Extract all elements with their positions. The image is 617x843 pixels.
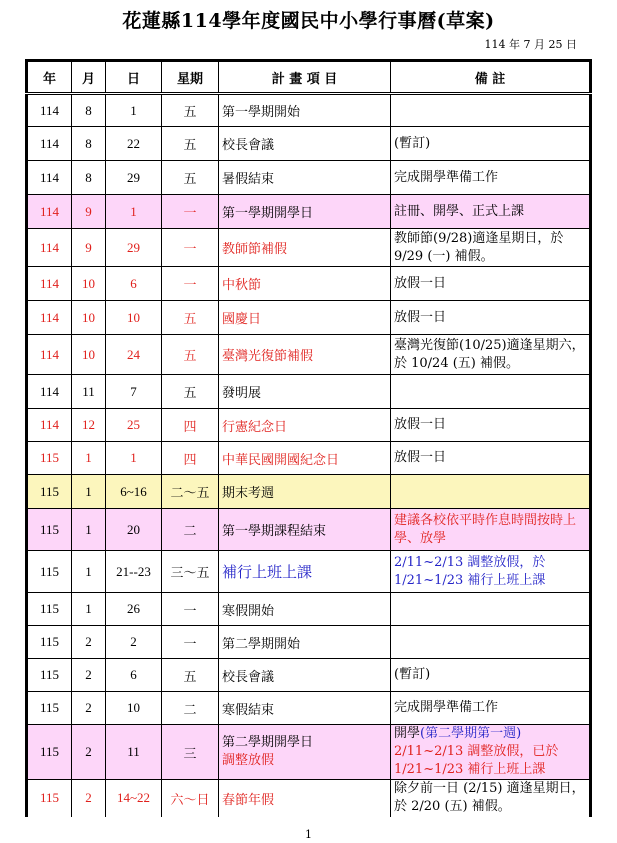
cell-event: 國慶日: [219, 301, 391, 335]
cell-month: 1: [72, 475, 106, 509]
cell-event: 校長會議: [219, 659, 391, 692]
cell-day: 24: [106, 335, 162, 375]
cell-month: 9: [72, 229, 106, 267]
cell-day: 20: [106, 509, 162, 551]
cell-year: 115: [27, 509, 72, 551]
table-row: [27, 509, 591, 551]
cell-day: 11: [106, 725, 162, 780]
header-event: 計 畫 項 目: [219, 61, 391, 94]
cell-month: 2: [72, 692, 106, 725]
cell-weekday: 五: [162, 127, 219, 161]
cell-weekday: 一: [162, 267, 219, 301]
cell-month: 2: [72, 659, 106, 692]
cell-day: 1: [106, 195, 162, 229]
cell-month: 2: [72, 780, 106, 817]
cell-weekday: 二: [162, 509, 219, 551]
calendar-table: [25, 59, 592, 817]
cell-year: 115: [27, 551, 72, 593]
cell-event: 補行上班上課: [219, 551, 391, 593]
table-row: [27, 475, 591, 509]
cell-weekday: 三～五: [162, 551, 219, 593]
cell-event: 第一學期開始: [219, 94, 391, 127]
cell-weekday: 二～五: [162, 475, 219, 509]
cell-event: 教師節補假: [219, 229, 391, 267]
event-line-2: 調整放假: [222, 753, 275, 768]
header-month: 月: [72, 61, 106, 94]
table-header-row: [27, 61, 591, 94]
cell-day: 6: [106, 659, 162, 692]
cell-day: 6: [106, 267, 162, 301]
cell-month: 8: [72, 127, 106, 161]
cell-note: 2/11~2/13 調整放假，於 1/21~1/23 補行上班上課: [391, 551, 591, 593]
cell-year: 115: [27, 442, 72, 475]
cell-event: 中華民國開國紀念日: [219, 442, 391, 475]
cell-year: 115: [27, 593, 72, 626]
cell-weekday: 三: [162, 725, 219, 780]
table-row: [27, 725, 591, 780]
cell-note: [391, 475, 591, 509]
note-first-week: (第二學期第一週): [420, 726, 522, 741]
cell-event: 寒假開始: [219, 593, 391, 626]
cell-weekday: 一: [162, 593, 219, 626]
cell-weekday: 四: [162, 442, 219, 475]
table-row: [27, 267, 591, 301]
cell-event: 第一學期課程結束: [219, 509, 391, 551]
table-row: [27, 161, 591, 195]
cell-weekday: 五: [162, 375, 219, 409]
table-row: [27, 195, 591, 229]
cell-year: 114: [27, 267, 72, 301]
cell-year: 114: [27, 195, 72, 229]
cell-weekday: 一: [162, 195, 219, 229]
header-day: 日: [106, 61, 162, 94]
cell-year: 114: [27, 409, 72, 442]
page-number: 1: [305, 828, 312, 841]
cell-year: 114: [27, 301, 72, 335]
cell-year: 115: [27, 692, 72, 725]
cell-day: 22: [106, 127, 162, 161]
cell-note: 完成開學準備工作: [391, 161, 591, 195]
table-row: [27, 409, 591, 442]
cell-event: 臺灣光復節補假: [219, 335, 391, 375]
cell-month: 1: [72, 593, 106, 626]
table-row: [27, 442, 591, 475]
cell-weekday: 六～日: [162, 780, 219, 817]
note-open: 開學: [394, 726, 421, 741]
header-note: 備 註: [391, 61, 591, 94]
cell-year: 115: [27, 725, 72, 780]
cell-event: 第一學期開學日: [219, 195, 391, 229]
table-row: [27, 301, 591, 335]
cell-note: 放假一日: [391, 409, 591, 442]
cell-weekday: 五: [162, 301, 219, 335]
cell-weekday: 四: [162, 409, 219, 442]
cell-note: 註冊、開學、正式上課: [391, 195, 591, 229]
cell-year: 114: [27, 94, 72, 127]
header-weekday: 星期: [162, 61, 219, 94]
cell-year: 114: [27, 335, 72, 375]
cell-weekday: 一: [162, 626, 219, 659]
table-row: [27, 229, 591, 267]
document-date: 114 年 7 月 25 日: [484, 38, 577, 51]
cell-note: 放假一日: [391, 442, 591, 475]
cell-event: 寒假結束: [219, 692, 391, 725]
cell-event: 校長會議: [219, 127, 391, 161]
cell-day: 21--23: [106, 551, 162, 593]
cell-event: 期末考週: [219, 475, 391, 509]
cell-month: 10: [72, 335, 106, 375]
table-row: [27, 375, 591, 409]
cell-note: 臺灣光復節(10/25)適逢星期六，於 10/24 (五) 補假。: [391, 335, 591, 375]
cell-month: 11: [72, 375, 106, 409]
cell-month: 1: [72, 551, 106, 593]
cell-event: 發明展: [219, 375, 391, 409]
cell-day: 10: [106, 692, 162, 725]
cell-note: [391, 626, 591, 659]
cell-note: (暫訂): [391, 127, 591, 161]
event-line-1: 第二學期開學日: [222, 735, 314, 750]
cell-day: 2: [106, 626, 162, 659]
table-row: [27, 551, 591, 593]
table-row: [27, 127, 591, 161]
cell-event: 第二學期開始: [219, 626, 391, 659]
cell-note: [391, 94, 591, 127]
cell-month: 12: [72, 409, 106, 442]
header-year: 年: [27, 61, 72, 94]
cell-note: 除夕前一日 (2/15) 適逢星期日，於 2/20 (五) 補假。: [391, 780, 591, 817]
table-row: [27, 626, 591, 659]
cell-event: 行憲紀念日: [219, 409, 391, 442]
cell-weekday: 一: [162, 229, 219, 267]
table-row: [27, 780, 591, 817]
cell-month: 9: [72, 195, 106, 229]
cell-note: [391, 725, 591, 780]
cell-day: 1: [106, 442, 162, 475]
cell-month: 2: [72, 626, 106, 659]
cell-note: (暫訂): [391, 659, 591, 692]
cell-weekday: 五: [162, 335, 219, 375]
cell-month: 10: [72, 301, 106, 335]
table-row: [27, 692, 591, 725]
cell-event: 中秋節: [219, 267, 391, 301]
cell-note: 完成開學準備工作: [391, 692, 591, 725]
cell-year: 115: [27, 626, 72, 659]
cell-weekday: 五: [162, 659, 219, 692]
table-row: [27, 659, 591, 692]
cell-day: 25: [106, 409, 162, 442]
cell-event: 暑假結束: [219, 161, 391, 195]
cell-month: 2: [72, 725, 106, 780]
cell-note: 教師節(9/28)適逢星期日，於 9/29 (一) 補假。: [391, 229, 591, 267]
table-row: [27, 593, 591, 626]
cell-weekday: 五: [162, 94, 219, 127]
cell-month: 1: [72, 442, 106, 475]
cell-year: 114: [27, 229, 72, 267]
cell-day: 10: [106, 301, 162, 335]
table-row: [27, 335, 591, 375]
cell-note: [391, 375, 591, 409]
cell-month: 1: [72, 509, 106, 551]
cell-day: 14~22: [106, 780, 162, 817]
cell-note: 放假一日: [391, 301, 591, 335]
cell-event: [219, 725, 391, 780]
cell-day: 26: [106, 593, 162, 626]
cell-month: 8: [72, 161, 106, 195]
cell-year: 114: [27, 375, 72, 409]
cell-year: 114: [27, 127, 72, 161]
cell-day: 7: [106, 375, 162, 409]
cell-note: 放假一日: [391, 267, 591, 301]
cell-note: 建議各校依平時作息時間按時上學、放學: [391, 509, 591, 551]
cell-day: 6~16: [106, 475, 162, 509]
cell-month: 10: [72, 267, 106, 301]
note-adjust: 2/11~2/13 調整放假，已於 1/21~1/23 補行上班上課: [394, 744, 559, 777]
cell-note: [391, 593, 591, 626]
cell-year: 115: [27, 475, 72, 509]
document-title: 花蓮縣114學年度國民中小學行事曆(草案): [122, 10, 495, 32]
cell-weekday: 二: [162, 692, 219, 725]
cell-month: 8: [72, 94, 106, 127]
cell-day: 29: [106, 161, 162, 195]
cell-weekday: 五: [162, 161, 219, 195]
cell-event: 春節年假: [219, 780, 391, 817]
cell-day: 1: [106, 94, 162, 127]
cell-year: 115: [27, 659, 72, 692]
cell-year: 115: [27, 780, 72, 817]
cell-year: 114: [27, 161, 72, 195]
table-row: [27, 94, 591, 127]
cell-day: 29: [106, 229, 162, 267]
